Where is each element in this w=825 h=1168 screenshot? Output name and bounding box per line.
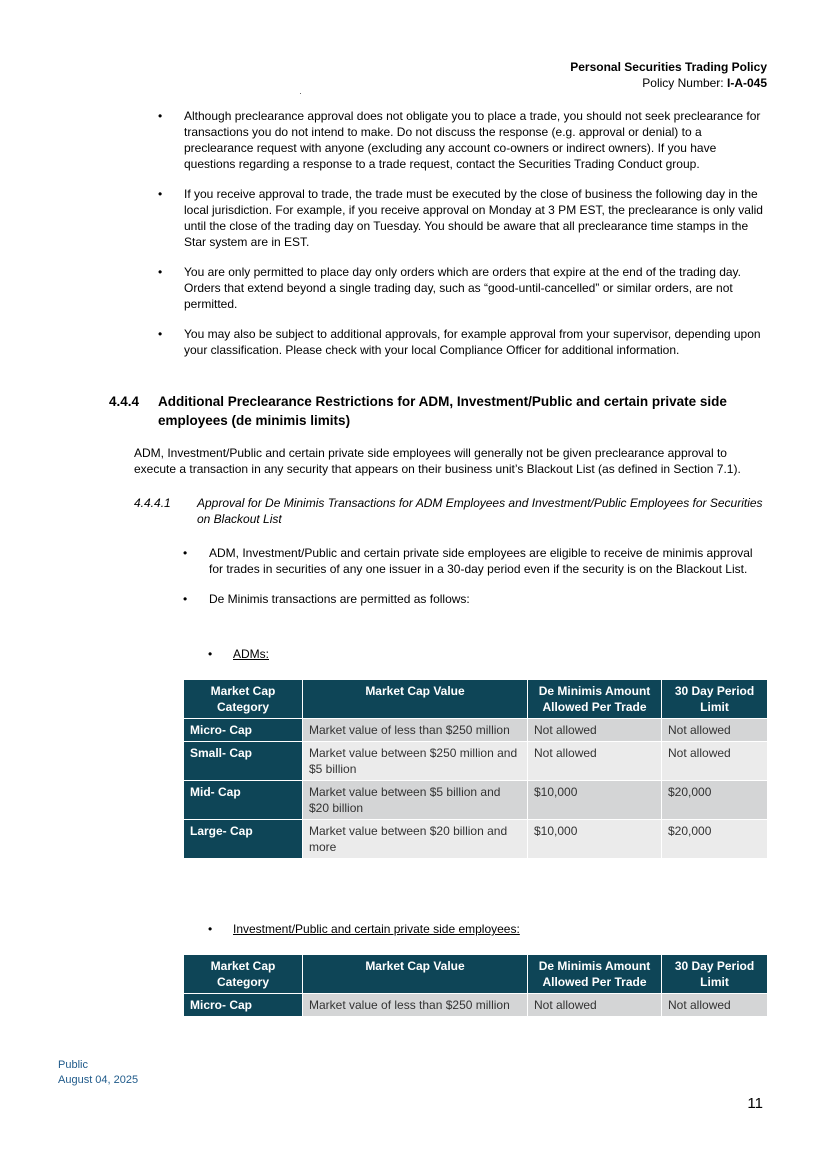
column-header: Market Cap Value: [303, 955, 528, 994]
bullet-mark: •: [158, 265, 163, 279]
list-item: [158, 186, 768, 250]
page-header: [570, 59, 767, 91]
bullet-mark: •: [158, 109, 163, 123]
bullet-list-sub: [183, 545, 763, 621]
footer-date: August 04, 2025: [58, 1074, 139, 1086]
list-item-text: Although preclearance approval does not obligate you to place a trade, you should not seek preclearance for transactions you do not intend to make. Do not discuss the response (e.g. approval or denial) to a preclearance request with anyone (excluding any account co-owners or indirect owners). If you have questions regarding a response to a trade request, contact the Securities Trading Conduct group.: [184, 109, 761, 171]
table-header-row: [184, 955, 768, 994]
list-item-text: You may also be subject to additional approvals, for example approval from your supervisor, depending upon your classification. Please check with your local Compliance Officer for additional information.: [184, 327, 761, 357]
column-header: De Minimis Amount Allowed Per Trade: [528, 955, 662, 994]
page-footer: [58, 1058, 138, 1088]
column-header: Market Cap Category: [184, 680, 303, 719]
market-cap-value: Market value of less than $250 million: [303, 994, 528, 1017]
table-row: [184, 742, 768, 781]
table-row: [184, 994, 768, 1017]
investment-list-item: [208, 921, 520, 937]
list-item-text: If you receive approval to trade, the trade must be executed by the close of business the following day in the local jurisdiction. For example, if you receive approval on Monday at 3 PM EST, the preclearance is only valid until the close of the trading day on Tuesday. You should be aware that all preclearance time stamps in the Star system are in EST.: [184, 187, 763, 249]
section-heading: [109, 392, 769, 430]
bullet-mark: •: [158, 327, 163, 341]
subsection-heading: [134, 495, 764, 527]
bullet-list-top: [158, 108, 768, 372]
subsection-number: 4.4.4.1: [134, 496, 171, 510]
table-row: [184, 719, 768, 742]
market-cap-value: Market value between $250 million and $5 billion: [303, 742, 528, 781]
market-cap-value: Market value between $5 billion and $20 billion: [303, 781, 528, 820]
list-item-text: ADM, Investment/Public and certain private side employees are eligible to receive de minimis approval for trades in securities of any one issuer in a 30-day period even if the security is on the Blackout List.: [209, 546, 753, 576]
subsection-title: Approval for De Minimis Transactions for ADM Employees and Investment/Public Employees for Securities on Blackout List: [197, 496, 763, 526]
market-cap-category: Micro- Cap: [184, 994, 303, 1017]
list-item-text: You are only permitted to place day only orders which are orders that expire at the end of the trading day. Orders that extend beyond a single trading day, such as “good-until-cancelled” or similar orders, are not permitted.: [184, 265, 741, 311]
list-item: [158, 108, 768, 172]
column-header: Market Cap Value: [303, 680, 528, 719]
column-header: De Minimis Amount Allowed Per Trade: [528, 680, 662, 719]
policy-number-line: [570, 75, 767, 91]
de-minimis-amount: Not allowed: [528, 742, 662, 781]
document-title: Personal Securities Trading Policy: [570, 60, 767, 74]
stray-dot: [300, 93, 301, 94]
market-cap-category: Mid- Cap: [184, 781, 303, 820]
list-item: [158, 326, 768, 358]
table-row: [184, 781, 768, 820]
bullet-mark: •: [208, 922, 213, 936]
adm-list-item: [208, 646, 269, 662]
market-cap-value: Market value of less than $250 million: [303, 719, 528, 742]
bullet-mark: •: [183, 546, 188, 560]
section-paragraph: ADM, Investment/Public and certain private side employees will generally not be given preclearance approval to execute a transaction in any security that appears on their business unit’s Blackout List (as defined in Section 7.1).: [134, 446, 741, 476]
period-limit: $20,000: [662, 781, 768, 820]
table-header-row: [184, 680, 768, 719]
section-title: Additional Preclearance Restrictions for ADM, Investment/Public and certain private side employees (de minimis limits): [158, 394, 727, 428]
investment-de-minimis-table: [183, 954, 768, 1017]
adm-de-minimis-table: [183, 679, 768, 859]
column-header: 30 Day Period Limit: [662, 955, 768, 994]
policy-number: I-A-045: [726, 76, 767, 90]
investment-label: Investment/Public and certain private side employees:: [233, 922, 520, 936]
list-item: [183, 591, 763, 607]
column-header: Market Cap Category: [184, 955, 303, 994]
period-limit: $20,000: [662, 820, 768, 859]
de-minimis-amount: Not allowed: [528, 719, 662, 742]
list-item: [183, 545, 763, 577]
period-limit: Not allowed: [662, 994, 768, 1017]
policy-number-label: Policy Number:: [642, 76, 727, 90]
market-cap-category: Micro- Cap: [184, 719, 303, 742]
de-minimis-amount: Not allowed: [528, 994, 662, 1017]
adm-label: ADMs:: [233, 647, 269, 661]
list-item-text: De Minimis transactions are permitted as follows:: [209, 592, 470, 606]
bullet-mark: •: [208, 647, 213, 661]
de-minimis-amount: $10,000: [528, 781, 662, 820]
table-row: [184, 820, 768, 859]
period-limit: Not allowed: [662, 719, 768, 742]
market-cap-category: Small- Cap: [184, 742, 303, 781]
page-number: 11: [747, 1095, 763, 1112]
de-minimis-amount: $10,000: [528, 820, 662, 859]
bullet-mark: •: [183, 592, 188, 606]
market-cap-value: Market value between $20 billion and more: [303, 820, 528, 859]
column-header: 30 Day Period Limit: [662, 680, 768, 719]
bullet-mark: •: [158, 187, 163, 201]
market-cap-category: Large- Cap: [184, 820, 303, 859]
classification-label: Public: [58, 1059, 88, 1071]
section-number: 4.4.4: [109, 394, 140, 409]
period-limit: Not allowed: [662, 742, 768, 781]
list-item: [158, 264, 768, 312]
